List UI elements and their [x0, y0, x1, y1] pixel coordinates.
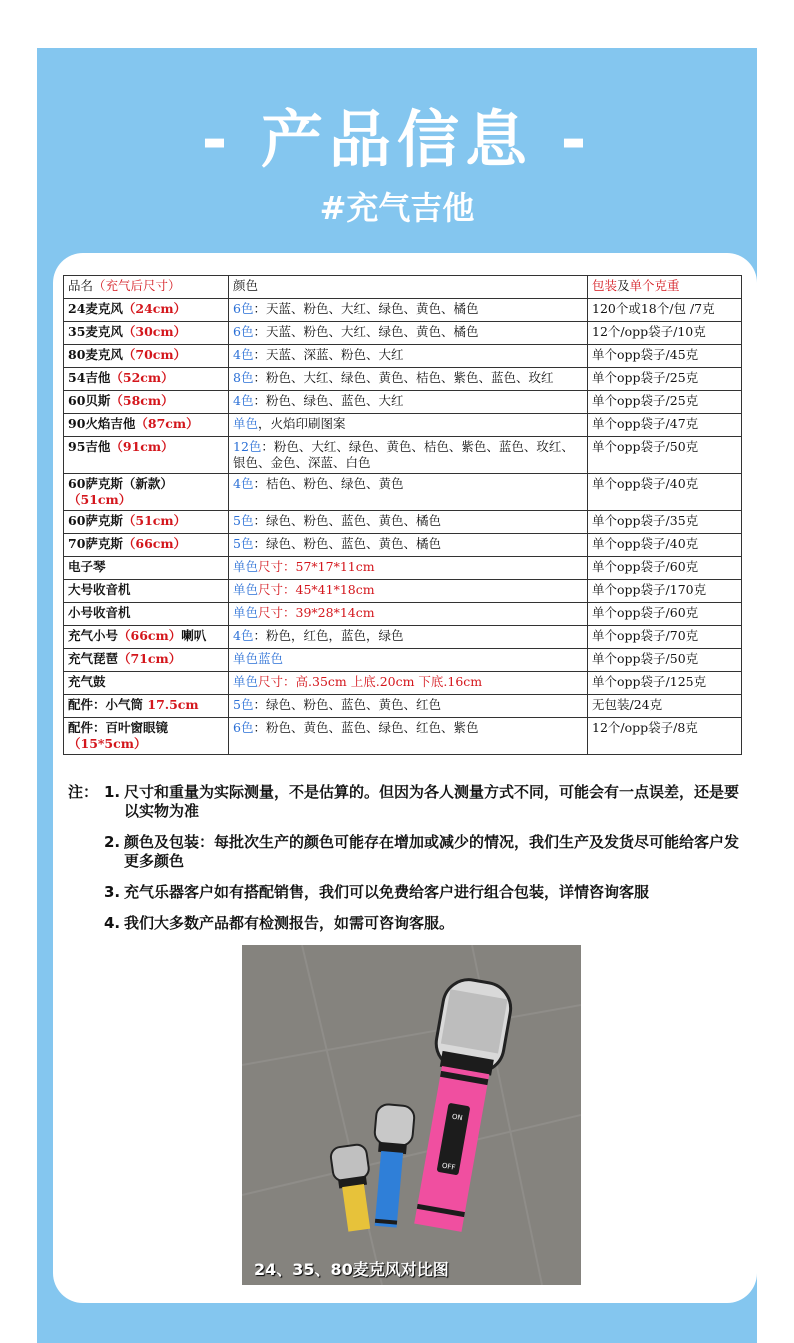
table-row	[64, 437, 742, 474]
table-row	[64, 511, 742, 534]
product-pack-cell: 单个opp袋子/70克	[588, 626, 742, 649]
page-subtitle: #充气吉他	[319, 189, 475, 227]
header-pack-cell: 包装及单个克重	[588, 276, 742, 299]
note-text: 充气乐器客户如有搭配销售，我们可以免费给客户进行组合包装，详情咨询客服	[124, 883, 650, 901]
product-spec-table	[63, 275, 742, 755]
table-row	[64, 603, 742, 626]
color-count: 4色	[233, 628, 254, 643]
product-size: （70cm）	[122, 347, 187, 362]
color-count: 5色	[233, 697, 254, 712]
product-color-cell	[229, 345, 588, 368]
color-count: 单色蓝色	[233, 651, 284, 666]
color-list: 尺寸：57*17*11cm	[258, 559, 375, 574]
note-number: 3.	[104, 883, 121, 901]
table-row	[64, 695, 742, 718]
product-pack-cell: 12个/opp袋子/8克	[588, 718, 742, 755]
color-list: ：绿色、粉色、蓝色、黄色、橘色	[253, 536, 441, 551]
product-pack-cell: 单个opp袋子/50克	[588, 437, 742, 474]
product-color-cell	[229, 299, 588, 322]
product-name-cell: 90火焰吉他（87cm）	[64, 414, 229, 437]
table-row	[64, 474, 742, 511]
note-number: 4.	[104, 914, 121, 932]
note-lead: 注：	[68, 783, 99, 801]
product-color-cell	[229, 414, 588, 437]
product-name-cell: 54吉他（52cm）	[64, 368, 229, 391]
color-count: 4色	[233, 476, 254, 491]
product-color-cell	[229, 557, 588, 580]
note-item	[68, 833, 748, 871]
product-color-cell	[229, 695, 588, 718]
table-row	[64, 391, 742, 414]
color-count: 6色	[233, 720, 254, 735]
product-size: （15*5cm）	[68, 736, 147, 751]
product-color-cell	[229, 368, 588, 391]
product-name-cell: 充气鼓	[64, 672, 229, 695]
color-count: 8色	[233, 370, 254, 385]
product-size: （51cm）	[68, 492, 132, 507]
product-name-cell: 小号收音机	[64, 603, 229, 626]
color-list: ，火焰印刷图案	[258, 416, 346, 431]
table-header-row	[64, 276, 742, 299]
note-number: 2.	[104, 833, 121, 851]
product-color-cell	[229, 391, 588, 414]
product-size: （66cm）	[122, 536, 187, 551]
product-color-cell	[229, 580, 588, 603]
color-list: 尺寸：39*28*14cm	[258, 605, 375, 620]
product-name-cell: 70萨克斯（66cm）	[64, 534, 229, 557]
product-size: （87cm）	[135, 416, 199, 431]
header-color-cell: 颜色	[229, 276, 588, 299]
color-list: 尺寸：45*41*18cm	[258, 582, 375, 597]
product-pack-cell: 单个opp袋子/35克	[588, 511, 742, 534]
color-count: 4色	[233, 393, 254, 408]
note-item	[68, 883, 748, 902]
product-pack-cell: 单个opp袋子/170克	[588, 580, 742, 603]
product-color-cell	[229, 474, 588, 511]
product-name-cell: 配件：小气筒 17.5cm	[64, 695, 229, 718]
page-title: - 产品信息 -	[201, 103, 593, 176]
product-pack-cell: 单个opp袋子/45克	[588, 345, 742, 368]
note-text: 颜色及包装：每批次生产的颜色可能存在增加或减少的情况，我们生产及发货尽可能给客户发更多颜色	[124, 833, 740, 870]
color-count: 6色	[233, 301, 254, 316]
color-list: ：绿色、粉色、蓝色、黄色、红色	[253, 697, 441, 712]
color-list: ：绿色、粉色、蓝色、黄色、橘色	[253, 513, 441, 528]
product-pack-cell: 120个或18个/包 /7克	[588, 299, 742, 322]
product-pack-cell: 12个/opp袋子/10克	[588, 322, 742, 345]
product-color-cell	[229, 649, 588, 672]
product-size: （24cm）	[122, 301, 187, 316]
product-name-cell: 80麦克风（70cm）	[64, 345, 229, 368]
note-text: 尺寸和重量为实际测量，不是估算的。但因为各人测量方式不同，可能会有一点误差，还是要以实物为准	[124, 783, 740, 820]
color-list: ：粉色、黄色、蓝色、绿色、红色、紫色	[253, 720, 479, 735]
product-size: （71cm）	[118, 651, 182, 666]
product-color-cell	[229, 322, 588, 345]
color-list: ：粉色、大红、绿色、黄色、桔色、紫色、蓝色、玫红、银色、金色、深蓝、白色	[233, 439, 574, 470]
svg-text:ON: ON	[451, 1112, 464, 1123]
product-pack-cell: 单个opp袋子/47克	[588, 414, 742, 437]
product-pack-cell: 单个opp袋子/40克	[588, 474, 742, 511]
product-size: （52cm）	[110, 370, 174, 385]
product-photo	[242, 945, 581, 1285]
color-count: 单色	[233, 674, 259, 689]
table-row	[64, 368, 742, 391]
product-name-cell: 60萨克斯（51cm）	[64, 511, 229, 534]
table-row	[64, 580, 742, 603]
note-item	[68, 783, 748, 821]
product-name-cell: 24麦克风（24cm）	[64, 299, 229, 322]
product-color-cell	[229, 437, 588, 474]
product-pack-cell: 单个opp袋子/25克	[588, 391, 742, 414]
color-count: 单色	[233, 416, 259, 431]
microphone-comparison-image	[242, 945, 581, 1285]
color-count: 6色	[233, 324, 254, 339]
product-color-cell	[229, 603, 588, 626]
table-row	[64, 649, 742, 672]
color-count: 单色	[233, 559, 259, 574]
table-row	[64, 322, 742, 345]
color-count: 5色	[233, 536, 254, 551]
table-row	[64, 414, 742, 437]
product-name-cell: 充气小号（66cm）喇叭	[64, 626, 229, 649]
product-color-cell	[229, 626, 588, 649]
table-row	[64, 299, 742, 322]
notes-section	[68, 783, 748, 945]
product-name-cell: 95吉他（91cm）	[64, 437, 229, 474]
color-count: 单色	[233, 582, 259, 597]
product-color-cell	[229, 534, 588, 557]
product-name-cell: 60萨克斯（新款）（51cm）	[64, 474, 229, 511]
product-name-cell: 60贝斯（58cm）	[64, 391, 229, 414]
product-pack-cell: 单个opp袋子/40克	[588, 534, 742, 557]
product-pack-cell: 无包装/24克	[588, 695, 742, 718]
color-list: ：粉色、大红、绿色、黄色、桔色、紫色、蓝色、玫红	[253, 370, 554, 385]
note-text: 我们大多数产品都有检测报告，如需可咨询客服。	[124, 914, 455, 932]
product-pack-cell: 单个opp袋子/60克	[588, 557, 742, 580]
product-pack-cell: 单个opp袋子/125克	[588, 672, 742, 695]
note-number: 1.	[104, 783, 121, 801]
product-color-cell	[229, 672, 588, 695]
color-list: ：桔色、粉色、绿色、黄色	[253, 476, 404, 491]
product-name-cell: 大号收音机	[64, 580, 229, 603]
color-list: ：天蓝、深蓝、粉色、大红	[253, 347, 404, 362]
product-name-cell: 充气琵琶（71cm）	[64, 649, 229, 672]
color-list: 尺寸：高.35cm 上底.20cm 下底.16cm	[258, 674, 483, 689]
product-size: （91cm）	[110, 439, 174, 454]
photo-caption: 24、35、80麦克风对比图	[254, 1260, 449, 1279]
table-row	[64, 345, 742, 368]
product-color-cell	[229, 511, 588, 534]
color-count: 12色	[233, 439, 262, 454]
table-row	[64, 718, 742, 755]
note-item	[68, 914, 748, 933]
product-size: （51cm）	[122, 513, 187, 528]
product-size: 17.5cm	[143, 697, 199, 712]
header-name-cell: 品名（充气后尺寸）	[64, 276, 229, 299]
product-name-cell: 电子琴	[64, 557, 229, 580]
product-size: （30cm）	[122, 324, 187, 339]
product-name-cell: 35麦克风（30cm）	[64, 322, 229, 345]
color-count: 单色	[233, 605, 259, 620]
product-color-cell	[229, 718, 588, 755]
color-list: ：天蓝、粉色、大红、绿色、黄色、橘色	[253, 301, 479, 316]
product-name-cell: 配件：百叶窗眼镜（15*5cm）	[64, 718, 229, 755]
color-list: ：粉色、绿色、蓝色、大红	[253, 393, 404, 408]
product-pack-cell: 单个opp袋子/25克	[588, 368, 742, 391]
product-pack-cell: 单个opp袋子/60克	[588, 603, 742, 626]
color-count: 4色	[233, 347, 254, 362]
color-list: ：粉色，红色，蓝色，绿色	[253, 628, 404, 643]
color-count: 5色	[233, 513, 254, 528]
table-row	[64, 534, 742, 557]
product-size: （66cm）	[118, 628, 182, 643]
table-row	[64, 557, 742, 580]
table-row	[64, 672, 742, 695]
color-list: ：天蓝、粉色、大红、绿色、黄色、橘色	[253, 324, 479, 339]
product-size: （58cm）	[110, 393, 174, 408]
product-pack-cell: 单个opp袋子/50克	[588, 649, 742, 672]
table-row	[64, 626, 742, 649]
svg-text:OFF: OFF	[441, 1161, 456, 1172]
